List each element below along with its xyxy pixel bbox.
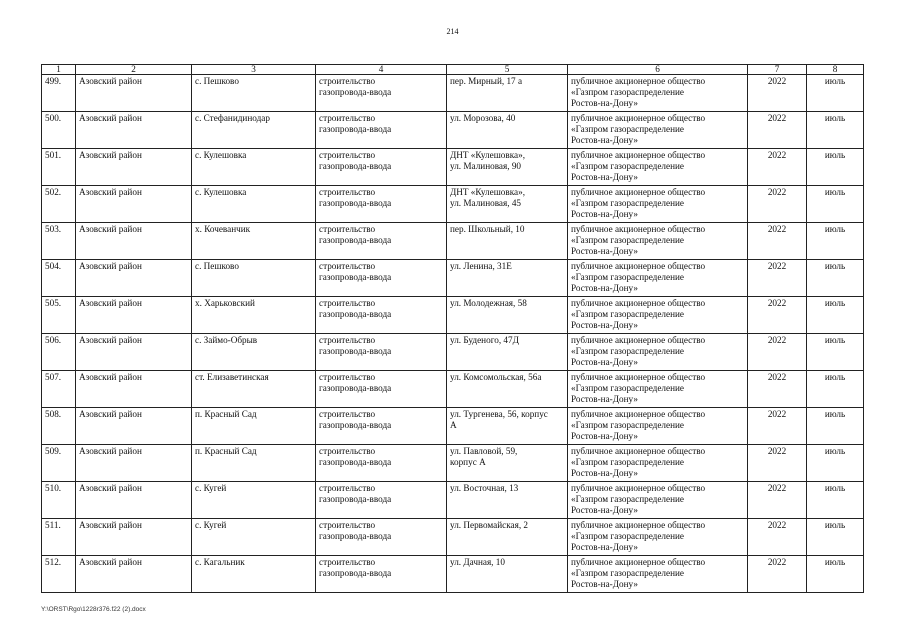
work-type-cell-line: строительство [319,483,376,493]
organization-cell-line: Ростов-на-Дону» [571,542,638,552]
work-type-cell-line: строительство [319,261,376,271]
address-cell-line: А [450,420,457,430]
work-type-cell-line: строительство [319,113,376,123]
month-cell: июль [807,334,864,371]
year-cell: 2022 [748,75,807,112]
organization-cell-line: Ростов-на-Дону» [571,135,638,145]
district-cell: Азовский район [76,112,192,149]
organization-cell-line: «Газпром газораспределение [571,568,684,578]
year-cell: 2022 [748,149,807,186]
locality-cell: х. Харьковский [192,297,316,334]
row-number: 509. [42,445,76,482]
address-cell [447,260,568,297]
table-row [42,186,864,223]
organization-cell-line: публичное акционерное общество [571,76,706,86]
work-type-cell-line: газопровода-ввода [319,87,392,97]
organization-cell-line: публичное акционерное общество [571,224,706,234]
organization-cell-line: публичное акционерное общество [571,298,706,308]
table-row [42,445,864,482]
organization-cell [568,149,748,186]
work-type-cell [316,112,447,149]
work-type-cell-line: строительство [319,335,376,345]
organization-cell-line: «Газпром газораспределение [571,272,684,282]
row-number: 499. [42,75,76,112]
work-type-cell-line: строительство [319,150,376,160]
district-cell: Азовский район [76,445,192,482]
district-cell: Азовский район [76,482,192,519]
work-type-cell [316,519,447,556]
organization-cell-line: «Газпром газораспределение [571,198,684,208]
address-cell-line: ДНТ «Кулешовка», [450,187,525,197]
page-number: 214 [446,27,459,36]
work-type-cell [316,556,447,593]
address-cell-line: ул. Молодежная, 58 [450,298,527,308]
table-row [42,260,864,297]
column-header: 5 [447,65,568,75]
row-number: 503. [42,223,76,260]
column-number-row [42,65,864,75]
row-number: 504. [42,260,76,297]
organization-cell-line: «Газпром газораспределение [571,87,684,97]
work-type-cell-line: газопровода-ввода [319,494,392,504]
locality-cell: с. Кагальник [192,556,316,593]
district-cell: Азовский район [76,408,192,445]
organization-cell [568,260,748,297]
locality-cell: с. Стефанидинодар [192,112,316,149]
row-number: 508. [42,408,76,445]
address-cell [447,75,568,112]
work-type-cell-line: газопровода-ввода [319,161,392,171]
work-type-cell-line: строительство [319,557,376,567]
address-cell-line: ул. Павловой, 59, [450,446,518,456]
district-cell: Азовский район [76,371,192,408]
address-cell-line: ул. Восточная, 13 [450,483,519,493]
work-type-cell-line: строительство [319,224,376,234]
organization-cell [568,371,748,408]
work-type-cell-line: газопровода-ввода [319,198,392,208]
column-header: 4 [316,65,447,75]
column-header: 1 [42,65,76,75]
organization-cell-line: публичное акционерное общество [571,520,706,530]
address-cell [447,482,568,519]
work-type-cell-line: строительство [319,446,376,456]
address-cell [447,371,568,408]
district-cell: Азовский район [76,297,192,334]
organization-cell [568,297,748,334]
year-cell: 2022 [748,334,807,371]
address-cell-line: пер. Школьный, 10 [450,224,525,234]
organization-cell [568,334,748,371]
work-type-cell-line: строительство [319,409,376,419]
year-cell: 2022 [748,223,807,260]
district-cell: Азовский район [76,223,192,260]
work-type-cell-line: газопровода-ввода [319,531,392,541]
work-type-cell-line: газопровода-ввода [319,124,392,134]
row-number: 502. [42,186,76,223]
locality-cell: с. Пешково [192,260,316,297]
month-cell: июль [807,112,864,149]
organization-cell-line: публичное акционерное общество [571,372,706,382]
work-type-cell-line: строительство [319,520,376,530]
work-type-cell-line: газопровода-ввода [319,568,392,578]
work-type-cell-line: газопровода-ввода [319,235,392,245]
organization-cell-line: публичное акционерное общество [571,261,706,271]
month-cell: июль [807,408,864,445]
organization-cell-line: Ростов-на-Дону» [571,505,638,515]
column-header: 3 [192,65,316,75]
organization-cell [568,556,748,593]
address-cell [447,519,568,556]
organization-cell-line: Ростов-на-Дону» [571,579,638,589]
work-type-cell-line: газопровода-ввода [319,457,392,467]
locality-cell: с. Кулешовка [192,186,316,223]
column-header: 8 [807,65,864,75]
table-row [42,371,864,408]
organization-cell-line: «Газпром газораспределение [571,494,684,504]
table-row [42,297,864,334]
address-cell-line: ул. Дачная, 10 [450,557,505,567]
year-cell: 2022 [748,297,807,334]
year-cell: 2022 [748,371,807,408]
organization-cell [568,112,748,149]
work-type-cell-line: газопровода-ввода [319,383,392,393]
organization-cell [568,223,748,260]
address-cell [447,186,568,223]
organization-cell-line: Ростов-на-Дону» [571,357,638,367]
organization-cell-line: публичное акционерное общество [571,187,706,197]
district-cell: Азовский район [76,149,192,186]
table-row [42,519,864,556]
work-type-cell [316,334,447,371]
row-number: 505. [42,297,76,334]
locality-cell: ст. Елизаветинская [192,371,316,408]
row-number: 510. [42,482,76,519]
work-type-cell-line: строительство [319,372,376,382]
organization-cell-line: Ростов-на-Дону» [571,468,638,478]
work-type-cell [316,223,447,260]
address-cell-line: ул. Первомайская, 2 [450,520,529,530]
organization-cell-line: «Газпром газораспределение [571,309,684,319]
work-type-cell [316,260,447,297]
address-cell-line: ул. Малиновая, 90 [450,161,522,171]
work-type-cell-line: газопровода-ввода [319,309,392,319]
row-number: 507. [42,371,76,408]
address-cell-line: ул. Комсомольская, 56а [450,372,542,382]
organization-cell-line: публичное акционерное общество [571,483,706,493]
work-type-cell [316,186,447,223]
organization-cell [568,186,748,223]
organization-cell [568,408,748,445]
organization-cell-line: публичное акционерное общество [571,335,706,345]
work-type-cell [316,149,447,186]
organization-cell-line: «Газпром газораспределение [571,124,684,134]
month-cell: июль [807,519,864,556]
organization-cell-line: «Газпром газораспределение [571,420,684,430]
table-row [42,149,864,186]
work-type-cell-line: строительство [319,76,376,86]
organization-cell-line: публичное акционерное общество [571,446,706,456]
address-cell [447,445,568,482]
district-cell: Азовский район [76,260,192,297]
address-cell [447,149,568,186]
table-row [42,334,864,371]
address-cell-line: ул. Малиновая, 45 [450,198,522,208]
year-cell: 2022 [748,519,807,556]
organization-cell-line: «Газпром газораспределение [571,346,684,356]
month-cell: июль [807,371,864,408]
district-cell: Азовский район [76,186,192,223]
month-cell: июль [807,260,864,297]
column-header: 7 [748,65,807,75]
organization-cell-line: публичное акционерное общество [571,113,706,123]
row-number: 501. [42,149,76,186]
district-cell: Азовский район [76,334,192,371]
work-type-cell [316,482,447,519]
organization-cell [568,445,748,482]
table-row [42,223,864,260]
work-type-cell-line: газопровода-ввода [319,346,392,356]
work-type-cell [316,408,447,445]
organization-cell-line: Ростов-на-Дону» [571,320,638,330]
organization-cell-line: Ростов-на-Дону» [571,172,638,182]
work-type-cell [316,297,447,334]
locality-cell: с. Кугей [192,482,316,519]
organization-cell [568,75,748,112]
work-type-cell-line: газопровода-ввода [319,420,392,430]
month-cell: июль [807,297,864,334]
work-type-cell [316,371,447,408]
locality-cell: х. Кочеванчик [192,223,316,260]
locality-cell: с. Займо-Обрыв [192,334,316,371]
month-cell: июль [807,482,864,519]
work-type-cell-line: строительство [319,187,376,197]
address-cell [447,556,568,593]
table-row [42,408,864,445]
table-row [42,112,864,149]
organization-cell-line: «Газпром газораспределение [571,235,684,245]
organization-cell-line: Ростов-на-Дону» [571,209,638,219]
row-number: 511. [42,519,76,556]
organization-cell-line: Ростов-на-Дону» [571,431,638,441]
month-cell: июль [807,75,864,112]
work-type-cell [316,445,447,482]
district-cell: Азовский район [76,75,192,112]
organization-cell-line: Ростов-на-Дону» [571,283,638,293]
work-type-cell-line: газопровода-ввода [319,272,392,282]
address-cell-line: корпус А [450,457,486,467]
address-cell [447,223,568,260]
month-cell: июль [807,186,864,223]
row-number: 512. [42,556,76,593]
address-cell-line: ул. Буденого, 47Д [450,335,519,345]
locality-cell: с. Кугей [192,519,316,556]
organization-cell-line: Ростов-на-Дону» [571,246,638,256]
year-cell: 2022 [748,260,807,297]
gas-pipeline-table [41,64,864,593]
address-cell [447,297,568,334]
address-cell [447,408,568,445]
table-body [42,75,864,593]
organization-cell-line: Ростов-на-Дону» [571,98,638,108]
organization-cell-line: публичное акционерное общество [571,409,706,419]
year-cell: 2022 [748,482,807,519]
table-row [42,556,864,593]
organization-cell [568,519,748,556]
organization-cell-line: публичное акционерное общество [571,150,706,160]
column-header: 6 [568,65,748,75]
year-cell: 2022 [748,186,807,223]
work-type-cell-line: строительство [319,298,376,308]
address-cell-line: ДНТ «Кулешовка», [450,150,525,160]
row-number: 500. [42,112,76,149]
organization-cell-line: «Газпром газораспределение [571,531,684,541]
address-cell-line: пер. Мирный, 17 а [450,76,523,86]
address-cell [447,334,568,371]
locality-cell: п. Красный Сад [192,445,316,482]
district-cell: Азовский район [76,519,192,556]
address-cell-line: ул. Ленина, 31Е [450,261,512,271]
district-cell: Азовский район [76,556,192,593]
organization-cell-line: публичное акционерное общество [571,557,706,567]
address-cell [447,112,568,149]
month-cell: июль [807,556,864,593]
month-cell: июль [807,445,864,482]
month-cell: июль [807,223,864,260]
organization-cell-line: «Газпром газораспределение [571,383,684,393]
organization-cell-line: «Газпром газораспределение [571,161,684,171]
year-cell: 2022 [748,556,807,593]
work-type-cell [316,75,447,112]
table-row [42,75,864,112]
organization-cell-line: Ростов-на-Дону» [571,394,638,404]
address-cell-line: ул. Тургенева, 56, корпус [450,409,548,419]
organization-cell [568,482,748,519]
month-cell: июль [807,149,864,186]
row-number: 506. [42,334,76,371]
locality-cell: п. Красный Сад [192,408,316,445]
locality-cell: с. Пешково [192,75,316,112]
year-cell: 2022 [748,445,807,482]
year-cell: 2022 [748,408,807,445]
table-row [42,482,864,519]
file-path-footer: Y:\ORST\Rgo\1228r376.f22 (2).docx [41,606,146,613]
year-cell: 2022 [748,112,807,149]
organization-cell-line: «Газпром газораспределение [571,457,684,467]
column-header: 2 [76,65,192,75]
locality-cell: с. Кулешовка [192,149,316,186]
address-cell-line: ул. Морозова, 40 [450,113,516,123]
